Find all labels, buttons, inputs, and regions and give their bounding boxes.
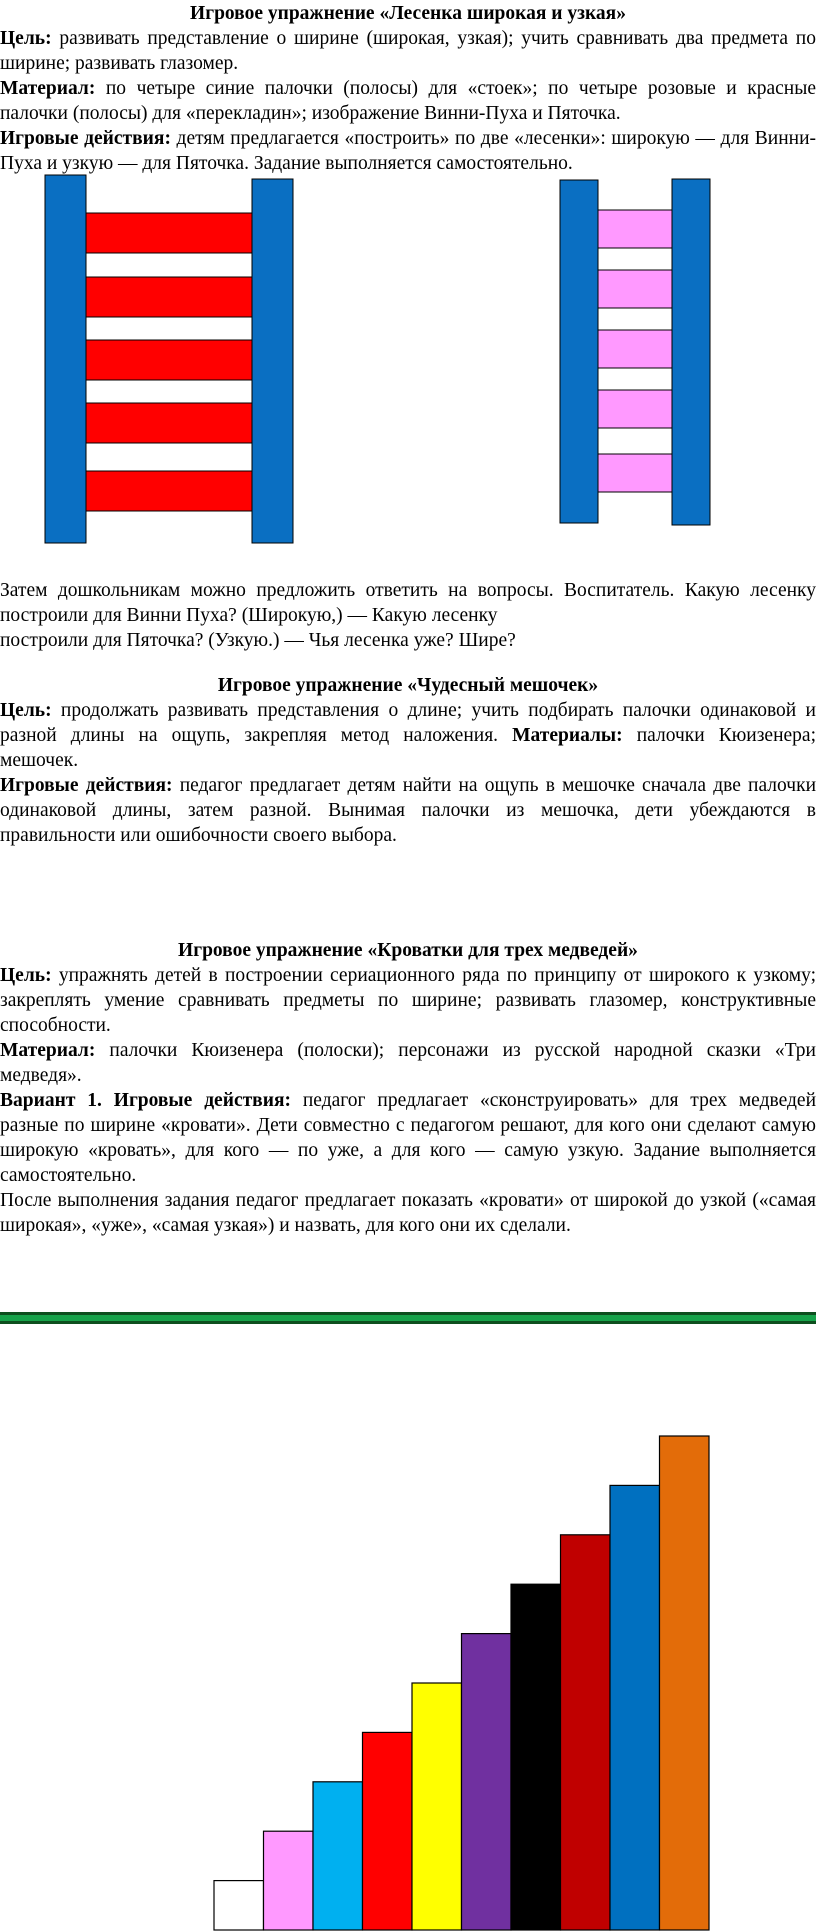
exercise-beds <box>0 938 816 1238</box>
cuisenaire-rod <box>511 1584 561 1930</box>
narrow-ladder-rung <box>598 210 672 248</box>
cuisenaire-rod <box>412 1683 462 1930</box>
cuisenaire-rod <box>214 1881 264 1930</box>
wide-ladder-rung <box>86 340 252 380</box>
goal-label: Цель: <box>0 965 52 986</box>
cuisenaire-rod <box>363 1732 413 1930</box>
material-label: Материал: <box>0 1040 96 1061</box>
goal-text: продолжать развивать представления о длине; учить подбирать палочки одинаковой и разной длины на ощупь, закрепляя метод наложения. <box>0 700 816 746</box>
narrow-ladder-rung <box>598 390 672 428</box>
wide-ladder-left-post <box>45 175 86 543</box>
exercise-beds-material <box>0 1038 816 1088</box>
exercise-bag-goal <box>0 698 816 773</box>
green-divider <box>0 1312 816 1324</box>
narrow-ladder-rung <box>598 330 672 368</box>
goal-label: Цель: <box>0 700 52 721</box>
material-text: по четыре синие палочки (полосы) для «стоек»; по четыре розовые и красные палочки (полосы) для «перекладин»; изображение Винни-Пуха и Пяточка. <box>0 78 816 124</box>
actions-label: Игровые действия: <box>0 128 171 149</box>
narrow-ladder-right-post <box>672 179 710 525</box>
exercise-beds-title: Игровое упражнение «Кроватки для трех медведей» <box>178 940 638 961</box>
cuisenaire-staircase <box>0 1336 816 1932</box>
ladder-illustration <box>0 170 816 545</box>
ladder-questions <box>0 578 816 653</box>
variant-text: педагог предлагает «сконструировать» для трех медведей разные по ширине «кровати». Дети совместно с педагогом решают, для кого они сделают самую широкую «кровать», для кого — по уже, а для кого — самую узкую. Задание выполняется самостоятельно. <box>0 1090 816 1186</box>
cuisenaire-rod <box>561 1535 611 1930</box>
narrow-ladder-left-post <box>560 180 598 523</box>
exercise-ladder <box>0 1 816 176</box>
wide-ladder-right-post <box>252 179 293 543</box>
cuisenaire-rod <box>462 1634 512 1930</box>
wide-ladder <box>45 175 293 543</box>
cuisenaire-rod <box>610 1485 660 1930</box>
cuisenaire-rod <box>264 1831 314 1930</box>
exercise-beds-after: После выполнения задания педагог предлагает показать «кровати» от широкой до узкой («самая широкая», «уже», «самая узкая») и назвать, для кого они их сделали. <box>0 1190 816 1236</box>
cuisenaire-rod <box>660 1436 710 1930</box>
materials-text: палочки Кюизенера; мешочек. <box>0 725 816 771</box>
wide-ladder-rung <box>86 471 252 511</box>
actions-label: Игровые действия: <box>0 775 173 796</box>
exercise-bag <box>0 673 816 848</box>
goal-text: упражнять детей в построении сериационного ряда по принципу от широкого к узкому; закреплять умение сравнивать предметы по ширине; развивать глазомер, конструктивные способности. <box>0 965 816 1036</box>
materials-label: Материалы: <box>512 725 623 746</box>
wide-ladder-rung <box>86 403 252 443</box>
material-label: Материал: <box>0 78 96 99</box>
exercise-ladder-goal <box>0 26 816 76</box>
narrow-ladder-rung <box>598 454 672 492</box>
exercise-ladder-title: Игровое упражнение «Лесенка широкая и узкая» <box>190 3 626 24</box>
material-text: палочки Кюизенера (полоски); персонажи из русской народной сказки «Три медведя». <box>0 1040 816 1086</box>
exercise-beds-variant <box>0 1088 816 1188</box>
questions-line-1: Затем дошкольникам можно предложить ответить на вопросы. Воспитатель. Какую лесенку построили для Винни Пуха? (Широкую,) — Какую лесенку <box>0 580 816 626</box>
goal-text: развивать представление о ширине (широкая, узкая); учить сравнивать два предмета по ширине; развивать глазомер. <box>0 28 816 74</box>
exercise-bag-title: Игровое упражнение «Чудесный мешочек» <box>217 675 599 696</box>
exercise-ladder-material <box>0 76 816 126</box>
actions-text: педагог предлагает детям найти на ощупь в мешочке сначала две палочки одинаковой длины, затем разной. Вынимая палочки из мешочка, дети убеждаются в правильности или ошибочности своего выбора. <box>0 775 816 846</box>
narrow-ladder <box>560 179 710 525</box>
wide-ladder-rung <box>86 277 252 317</box>
exercise-bag-actions <box>0 773 816 848</box>
goal-label: Цель: <box>0 28 52 49</box>
actions-text: детям предлагается «построить» по две «лесенки»: широкую — для Винни-Пуха и узкую — для Пяточка. Задание выполняется самостоятельно. <box>0 128 816 174</box>
narrow-ladder-rung <box>598 270 672 308</box>
wide-ladder-rung <box>86 213 252 253</box>
cuisenaire-rod <box>313 1782 363 1930</box>
questions-line-2: построили для Пяточка? (Узкую.) — Чья лесенка уже? Шире? <box>0 630 516 651</box>
exercise-ladder-actions <box>0 126 816 176</box>
exercise-beds-goal <box>0 963 816 1038</box>
variant-label: Вариант 1. Игровые действия: <box>0 1090 291 1111</box>
